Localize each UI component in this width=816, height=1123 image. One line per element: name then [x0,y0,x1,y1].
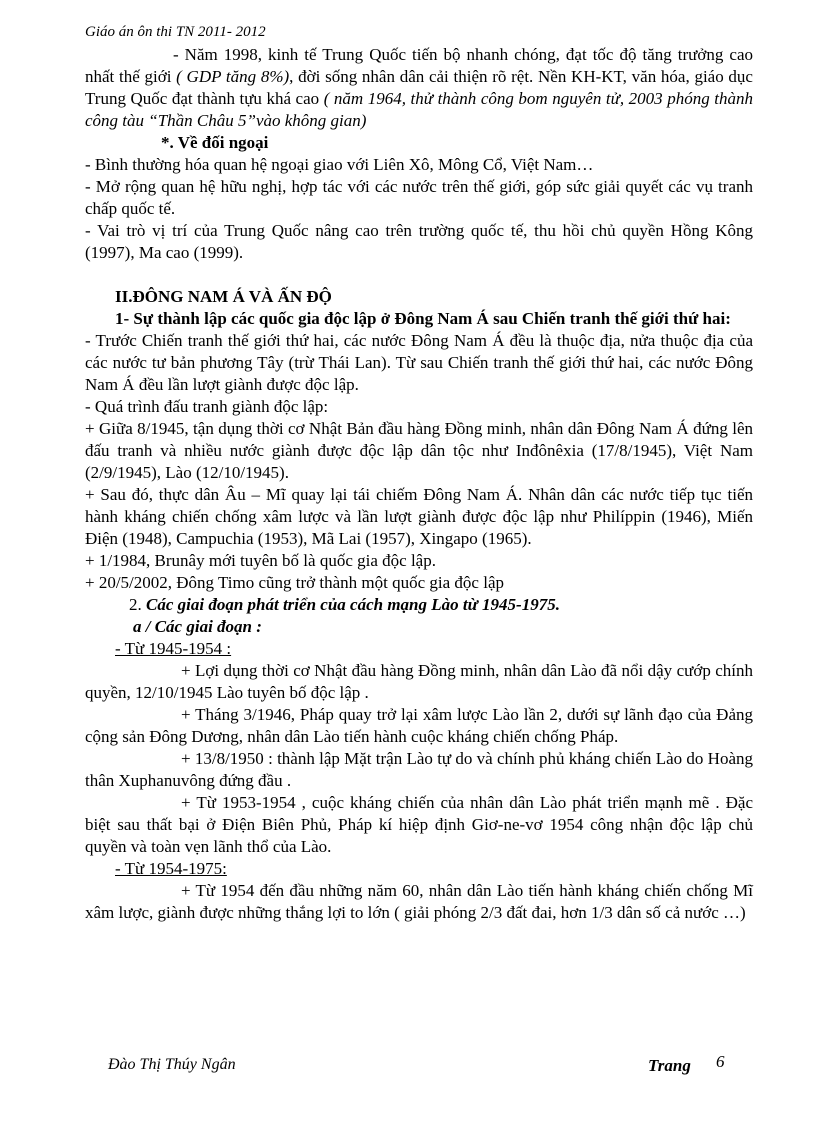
period-item: + Từ 1954 đến đầu những năm 60, nhân dân Lào tiến hành kháng chiến chống Mĩ xâm lược, giành được những thắng lợi to lớn ( giải phóng 2/3 đất đai, hơn 1/3 dân số cả nước …) [85,881,753,922]
period-2-label: - Từ 1954-1975: [115,859,227,878]
economy-gdp-note: ( GDP tăng 8%) [176,67,290,86]
foreign-item: - Bình thường hóa quan hệ ngoại giao với Liên Xô, Mông Cổ, Việt Nam… [85,155,594,174]
subsection-1-item: + 1/1984, Brunây mới tuyên bố là quốc gia độc lập. [85,551,436,570]
period-item: + Lợi dụng thời cơ Nhật đầu hàng Đồng minh, nhân dân Lào đã nổi dậy cướp chính quyền, 12/10/1945 Lào tuyên bố độc lập . [85,661,753,702]
subsection-2-title [85,594,753,616]
foreign-item: - Mở rộng quan hệ hữu nghị, hợp tác với các nước trên thế giới, góp sức giải quyết các vụ tranh chấp quốc tế. [85,177,753,218]
period-heading [85,858,753,880]
economy-achievements-note: ( năm 1964, thử thành công bom nguyên tử, 2003 phóng thành công tàu “Thần Châu 5”vào không gian) [85,89,753,130]
foreign-item: - Vai trò vị trí của Trung Quốc nâng cao trên trường quốc tế, thu hồi chủ quyền Hồng Kông (1997), Ma cao (1999). [85,221,753,262]
period-item: + Từ 1953-1954 , cuộc kháng chiến của nhân dân Lào phát triển mạnh mẽ . Đặc biệt sau thất bại ở Điện Biên Phủ, Pháp kí hiệp định Giơ-ne-vơ 1954 công nhận độc lập chủ quyền và toàn vẹn lãnh thổ của Lào. [85,793,753,856]
subsection-1-title: 1- Sự thành lập các quốc gia độc lập ở Đông Nam Á sau Chiến tranh thế giới thứ hai: [115,309,731,328]
footer-page-label: Trang [648,1056,691,1075]
period-heading [85,638,753,660]
page-footer [108,1052,738,1080]
subsection-2-title-text: Các giai đoạn phát triển của cách mạng Lào từ 1945-1975. [146,595,560,614]
period-1-label: - Từ 1945-1954 : [115,639,232,658]
subsection-1-item: - Trước Chiến tranh thế giới thứ hai, các nước Đông Nam Á đều là thuộc địa, nửa thuộc địa của các nước tư bản phương Tây (trừ Thái Lan). Từ sau Chiến tranh thế giới thứ hai, các nước Đông Nam Á đều lần lượt giành được độc lập. [85,331,753,394]
subsection-2-number: 2. [129,595,146,614]
running-header: Giáo án ôn thi TN 2011- 2012 [85,24,266,40]
footer-author: Đào Thị Thúy Ngân [108,1056,236,1073]
footer-page-number: 6 [716,1052,725,1071]
document-page [85,22,753,924]
paragraph-economy [85,44,753,132]
foreign-policy-heading: *. Về đối ngoại [161,133,269,152]
section-title: II.ĐÔNG NAM Á VÀ ẤN ĐỘ [115,287,332,306]
economy-text-1: - Năm 1998, kinh tế Trung Quốc tiến bộ nhanh chóng, đạt tốc độ tăng trưởng cao nhất thế giới [85,45,753,86]
subsection-2a-title: a / Các giai đoạn : [133,617,262,636]
period-item: + Tháng 3/1946, Pháp quay trở lại xâm lược Lào lần 2, dưới sự lãnh đạo của Đảng cộng sản Đông Dương, nhân dân Lào tiến hành cuộc kháng chiến chống Pháp. [85,705,753,746]
subsection-1-item: + Giữa 8/1945, tận dụng thời cơ Nhật Bản đầu hàng Đồng minh, nhân dân Đông Nam Á đứng lên đấu tranh và nhiều nước giành được độc lập dân tộc như Inđônêxia (17/8/1945), Việt Nam (2/9/1945), Lào (12/10/1945). [85,419,753,482]
subsection-1-item: + Sau đó, thực dân Âu – Mĩ quay lại tái chiếm Đông Nam Á. Nhân dân các nước tiếp tục tiến hành kháng chiến chống xâm lược và lần lượt giành được độc lập như Philíppin (1946), Miến Điện (1948), Campuchia (1953), Mã Lai (1957), Xingapo (1965). [85,485,753,548]
economy-text-2: , đời sống nhân dân cải thiện rõ rệt. Nền KH-KT, văn hóa, giáo dục Trung Quốc đạt thành tựu khá cao [85,67,753,108]
subsection-1-item: - Quá trình đấu tranh giành độc lập: [85,397,329,416]
period-item: + 13/8/1950 : thành lập Mặt trận Lào tự do và chính phủ kháng chiến Lào do Hoàng thân Xuphanuvông đứng đầu . [85,749,753,790]
subsection-1-item: + 20/5/2002, Đông Timo cũng trở thành một quốc gia độc lập [85,573,504,592]
